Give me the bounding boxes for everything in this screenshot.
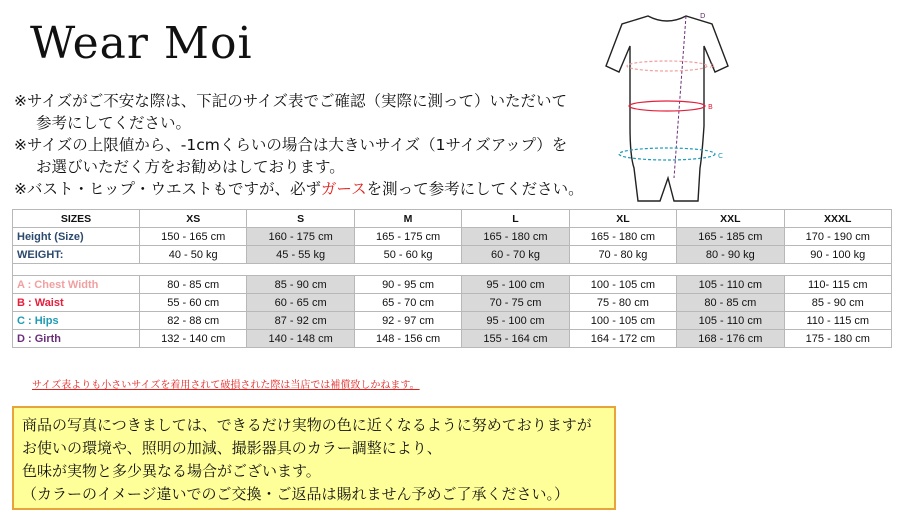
table-cell: 45 - 55 kg	[247, 246, 354, 264]
row-label: C : Hips	[13, 312, 140, 330]
table-cell: 95 - 100 cm	[462, 276, 569, 294]
size-header: SIZES	[13, 210, 140, 228]
note-text: ※バスト・ヒップ・ウエストもですが、必ず	[14, 180, 321, 198]
row-label: Height (Size)	[13, 228, 140, 246]
table-cell: 75 - 80 cm	[569, 294, 676, 312]
size-header: M	[354, 210, 461, 228]
label-a: A	[710, 62, 715, 70]
size-header: XXL	[677, 210, 784, 228]
table-cell: 80 - 85 cm	[140, 276, 247, 294]
size-table	[12, 209, 892, 348]
table-row	[13, 276, 892, 294]
table-cell: 110 - 115 cm	[784, 312, 891, 330]
note-line-girth	[14, 178, 594, 200]
note-line: ※サイズの上限値から、-1cmくらいの場合は大きいサイズ（1サイズアップ）を	[14, 136, 568, 154]
table-cell: 110- 115 cm	[784, 276, 891, 294]
table-cell: 40 - 50 kg	[140, 246, 247, 264]
table-cell: 105 - 110 cm	[677, 312, 784, 330]
notice-line: 商品の写真につきましては、できるだけ実物の色に近くなるように努めておりますが	[22, 416, 592, 434]
brand-logo: Wear Moi	[30, 18, 253, 69]
table-cell: 65 - 70 cm	[354, 294, 461, 312]
table-row	[13, 312, 892, 330]
size-header: XS	[140, 210, 247, 228]
table-cell: 165 - 175 cm	[354, 228, 461, 246]
label-b: B	[708, 103, 713, 111]
table-cell: 85 - 90 cm	[784, 294, 891, 312]
table-cell: 70 - 75 cm	[462, 294, 569, 312]
table-row	[13, 228, 892, 246]
table-cell: 164 - 172 cm	[569, 330, 676, 348]
table-cell: 148 - 156 cm	[354, 330, 461, 348]
label-d: D	[700, 12, 706, 20]
color-notice-box	[12, 406, 616, 510]
table-cell: 140 - 148 cm	[247, 330, 354, 348]
table-cell: 60 - 70 kg	[462, 246, 569, 264]
table-cell: 55 - 60 cm	[140, 294, 247, 312]
table-cell: 175 - 180 cm	[784, 330, 891, 348]
chest-line-a	[627, 61, 707, 71]
table-cell: 80 - 90 kg	[677, 246, 784, 264]
waist-line-b	[629, 101, 705, 111]
row-label: WEIGHT:	[13, 246, 140, 264]
table-cell: 87 - 92 cm	[247, 312, 354, 330]
table-cell: 150 - 165 cm	[140, 228, 247, 246]
table-cell: 90 - 95 cm	[354, 276, 461, 294]
table-cell: 165 - 180 cm	[569, 228, 676, 246]
row-label: B : Waist	[13, 294, 140, 312]
damage-disclaimer: サイズ表よりも小さいサイズを着用されて破損された際は当店では補償致しかねます。	[32, 380, 420, 391]
size-header-row	[13, 210, 892, 228]
table-cell: 165 - 180 cm	[462, 228, 569, 246]
table-spacer-row	[13, 264, 892, 276]
table-cell: 95 - 100 cm	[462, 312, 569, 330]
girth-line-d	[674, 16, 686, 178]
size-header: XXXL	[784, 210, 891, 228]
notice-line: 色味が実物と多少異なる場合がございます。	[22, 462, 321, 480]
table-row	[13, 246, 892, 264]
table-cell: 100 - 105 cm	[569, 312, 676, 330]
size-notes	[14, 90, 594, 200]
table-cell: 170 - 190 cm	[784, 228, 891, 246]
table-cell: 155 - 164 cm	[462, 330, 569, 348]
note-text: を測って参考にしてください。	[366, 180, 584, 198]
hip-line-c	[619, 148, 715, 160]
table-cell: 92 - 97 cm	[354, 312, 461, 330]
spacer-cell	[13, 264, 892, 276]
notice-line: お使いの環境や、照明の加減、撮影器具のカラー調整により、	[22, 439, 442, 457]
row-label: D : Girth	[13, 330, 140, 348]
table-cell: 168 - 176 cm	[677, 330, 784, 348]
note-line: 参考にしてください。	[36, 114, 192, 132]
table-cell: 90 - 100 kg	[784, 246, 891, 264]
measurement-figure	[600, 6, 735, 204]
table-cell: 165 - 185 cm	[677, 228, 784, 246]
notice-line: （カラーのイメージ違いでのご交換・ご返品は賜れません予めご了承ください。）	[22, 485, 570, 503]
table-cell: 82 - 88 cm	[140, 312, 247, 330]
table-cell: 85 - 90 cm	[247, 276, 354, 294]
girth-highlight: ガース	[320, 180, 367, 198]
size-header: S	[247, 210, 354, 228]
label-c: C	[718, 152, 723, 160]
table-cell: 50 - 60 kg	[354, 246, 461, 264]
table-cell: 100 - 105 cm	[569, 276, 676, 294]
table-row	[13, 294, 892, 312]
table-cell: 60 - 65 cm	[247, 294, 354, 312]
note-line: お選びいただく方をお勧めはしております。	[36, 158, 345, 176]
table-cell: 80 - 85 cm	[677, 294, 784, 312]
table-row	[13, 330, 892, 348]
table-cell: 160 - 175 cm	[247, 228, 354, 246]
row-label: A : Chest Width	[13, 276, 140, 294]
size-header: XL	[569, 210, 676, 228]
table-cell: 70 - 80 kg	[569, 246, 676, 264]
table-cell: 105 - 110 cm	[677, 276, 784, 294]
size-header: L	[462, 210, 569, 228]
note-line: ※サイズがご不安な際は、下記のサイズ表でご確認（実際に測って）いただいて	[14, 92, 568, 110]
table-cell: 132 - 140 cm	[140, 330, 247, 348]
